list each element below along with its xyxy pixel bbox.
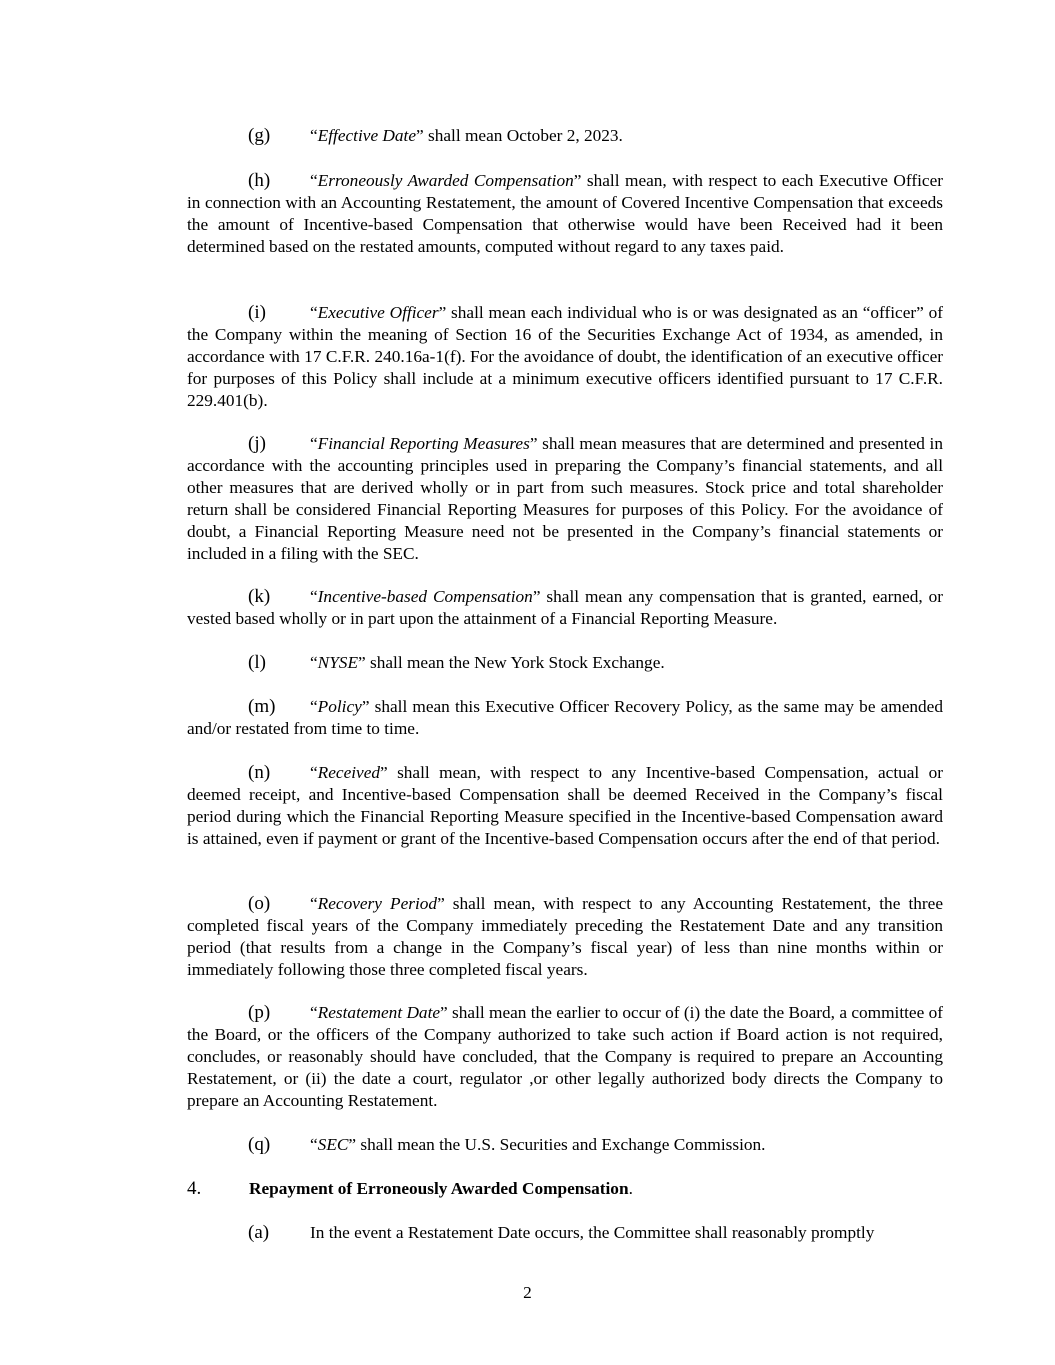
section-title-suffix: . [628,1179,633,1198]
definition-marker: (n) [248,762,271,783]
definition-text: ” shall mean the U.S. Securities and Exchange Commission. [348,1135,766,1154]
open-quote: “ [310,653,318,672]
open-quote: “ [310,894,318,913]
section-item-text: In the event a Restatement Date occurs, the Committee shall reasonably promptly [310,1223,875,1242]
open-quote: “ [310,697,318,716]
definition-text: ” shall mean, with respect to any Accounting Restatement, the three completed fiscal years of the Company immediately preceding the Restatement Date and any transition period (that results from a change in the Company’s fiscal year) of less than nine months within or immediately following those three completed fiscal years. [187,894,943,979]
definition-i [187,302,943,412]
defined-term: SEC [317,1135,349,1154]
open-quote: “ [310,587,318,606]
definition-marker: (g) [248,125,271,146]
open-quote: “ [310,434,318,453]
definition-text: ” shall mean measures that are determined and presented in accordance with the accounting principles used in preparing the Company’s financial statements, and all other measures that are derived wholly or in part from such measures. Stock price and total shareholder return shall be considered Financial Reporting Measures for purposes of this Policy. For the avoidance of doubt, a Financial Reporting Measure need not be presented in the Company’s financial statements or included in a filing with the SEC. [187,434,943,563]
open-quote: “ [310,303,318,322]
defined-term: Received [317,763,381,782]
open-quote: “ [310,763,318,782]
definition-marker: (p) [248,1002,271,1023]
defined-term: Policy [317,697,362,716]
definition-marker: (j) [248,433,266,454]
defined-term: NYSE [317,653,359,672]
defined-term: Executive Officer [317,303,439,322]
definition-text: ” shall mean each individual who is or was designated as an “officer” of the Company within the meaning of Section 16 of the Securities Exchange Act of 1934, as amended, in accordance with 17 C.F.R. 240.16a-1(f). For the avoidance of doubt, the identification of an executive officer for purposes of this Policy shall include at a minimum executive officers identified pursuant to 17 C.F.R. 229.401(b). [187,303,944,410]
definition-p [187,1002,943,1112]
definition-j [187,433,943,565]
definition-marker: (q) [248,1134,271,1155]
definition-g [187,125,943,147]
definition-text: ” shall mean the New York Stock Exchange. [358,653,665,672]
open-quote: “ [310,1003,318,1022]
defined-term: Financial Reporting Measures [317,434,530,453]
definition-marker: (i) [248,302,266,323]
definition-text: ” shall mean this Executive Officer Recovery Policy, as the same may be amended and/or restated from time to time. [187,697,943,738]
definition-marker: (m) [248,696,276,717]
definition-text: ” shall mean October 2, 2023. [416,126,623,145]
section-item-marker: (a) [248,1222,270,1243]
definition-marker: (h) [248,170,271,191]
definition-l [187,652,943,674]
section-title: Repayment of Erroneously Awarded Compensation [249,1179,629,1198]
section-number: 4. [187,1178,202,1199]
definition-marker: (l) [248,652,266,673]
definition-o [187,893,943,981]
defined-term: Restatement Date [317,1003,441,1022]
definition-m [187,696,943,740]
definition-marker: (o) [248,893,271,914]
definition-text: ” shall mean any compensation that is granted, earned, or vested based wholly or in part upon the attainment of a Financial Reporting Measure. [187,587,943,628]
definition-n [187,762,943,850]
definition-q [187,1134,943,1156]
open-quote: “ [310,171,318,190]
definition-h [187,170,943,258]
definition-marker: (k) [248,586,271,607]
definition-text: ” shall mean, with respect to each Executive Officer in connection with an Accounting Restatement, the amount of Covered Incentive Compensation that exceeds the amount of Incentive-based Compensation that otherwise would have been Received had it been determined based on the restated amounts, computed without regard to any taxes paid. [187,171,943,256]
definition-text: ” shall mean the earlier to occur of (i) the date the Board, a committee of the Board, or the officers of the Company authorized to take such action if Board action is not required, concludes, or reasonably should have concluded, that the Company is required to prepare an Accounting Restatement, or (ii) the date a court, regulator ,or other legally authorized body directs the Company to prepare an Accounting Restatement. [187,1003,943,1110]
defined-term: Effective Date [317,126,417,145]
open-quote: “ [310,126,318,145]
definition-k [187,586,943,630]
section-item-a [187,1222,943,1244]
page-number: 2 [523,1283,532,1302]
defined-term: Incentive-based Compensation [317,587,533,606]
defined-term: Erroneously Awarded Compensation [317,171,574,190]
definition-text: ” shall mean, with respect to any Incentive-based Compensation, actual or deemed receipt, and Incentive-based Compensation shall be deemed Received in the Company’s fiscal period during which the Financial Reporting Measure specified in the Incentive-based Compensation award is attained, even if payment or grant of the Incentive-based Compensation occurs after the end of that period. [187,763,943,848]
section-heading [187,1178,943,1200]
defined-term: Recovery Period [317,894,438,913]
open-quote: “ [310,1135,318,1154]
